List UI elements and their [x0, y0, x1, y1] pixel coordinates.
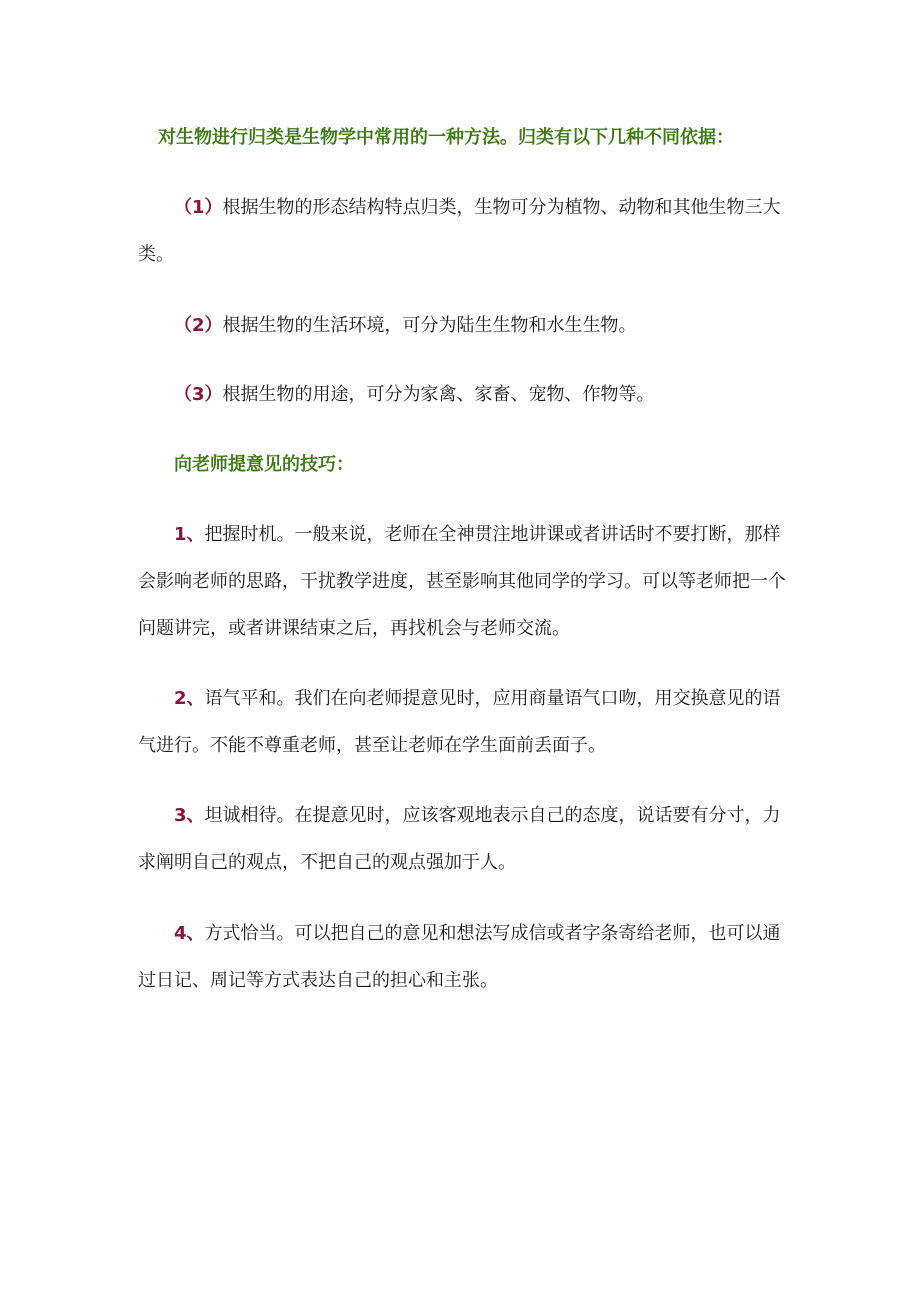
section-heading-classification: 对生物进行归类是生物学中常用的一种方法。归类有以下几种不同依据：: [158, 127, 734, 148]
item-text: 根据生物的用途，可分为家禽、家畜、宠物、作物等。: [222, 384, 655, 405]
item-text: 方式恰当。可以把自己的意见和想法写成信或者字条寄给老师，也可以通过日记、周记等方式表达自己的担心和主张。: [138, 923, 781, 991]
item-marker: 3、: [174, 805, 205, 826]
item-text: 根据生物的形态结构特点归类，生物可分为植物、动物和其他生物三大类。: [138, 197, 781, 265]
list-item: [138, 675, 790, 769]
item-marker: 2、: [174, 688, 205, 709]
item-marker: （2）: [174, 315, 223, 336]
item-text: 坦诚相待。在提意见时，应该客观地表示自己的态度，说话要有分寸，力求阐明自己的观点，不把自己的观点强加于人。: [138, 805, 781, 873]
list-item: [138, 792, 790, 886]
item-marker: （1）: [174, 197, 223, 218]
list-item: [138, 302, 790, 349]
item-marker: （3）: [174, 384, 223, 405]
item-text: 把握时机。一般来说，老师在全神贯注地讲课或者讲话时不要打断，那样会影响老师的思路，干扰教学进度，甚至影响其他同学的学习。可以等老师把一个问题讲完，或者讲课结束之后，再找机会与老师交流。: [138, 524, 786, 639]
list-item: [138, 511, 790, 652]
item-text: 根据生物的生活环境，可分为陆生生物和水生生物。: [222, 315, 637, 336]
item-text: 语气平和。我们在向老师提意见时，应用商量语气口吻，用交换意见的语气进行。不能不尊重老师，甚至让老师在学生面前丢面子。: [138, 688, 781, 756]
section-heading-tips: 向老师提意见的技巧：: [174, 454, 354, 475]
list-item: [138, 184, 790, 278]
list-item: [138, 910, 790, 1004]
item-marker: 1、: [174, 524, 205, 545]
item-marker: 4、: [174, 923, 205, 944]
list-item: [138, 371, 790, 418]
